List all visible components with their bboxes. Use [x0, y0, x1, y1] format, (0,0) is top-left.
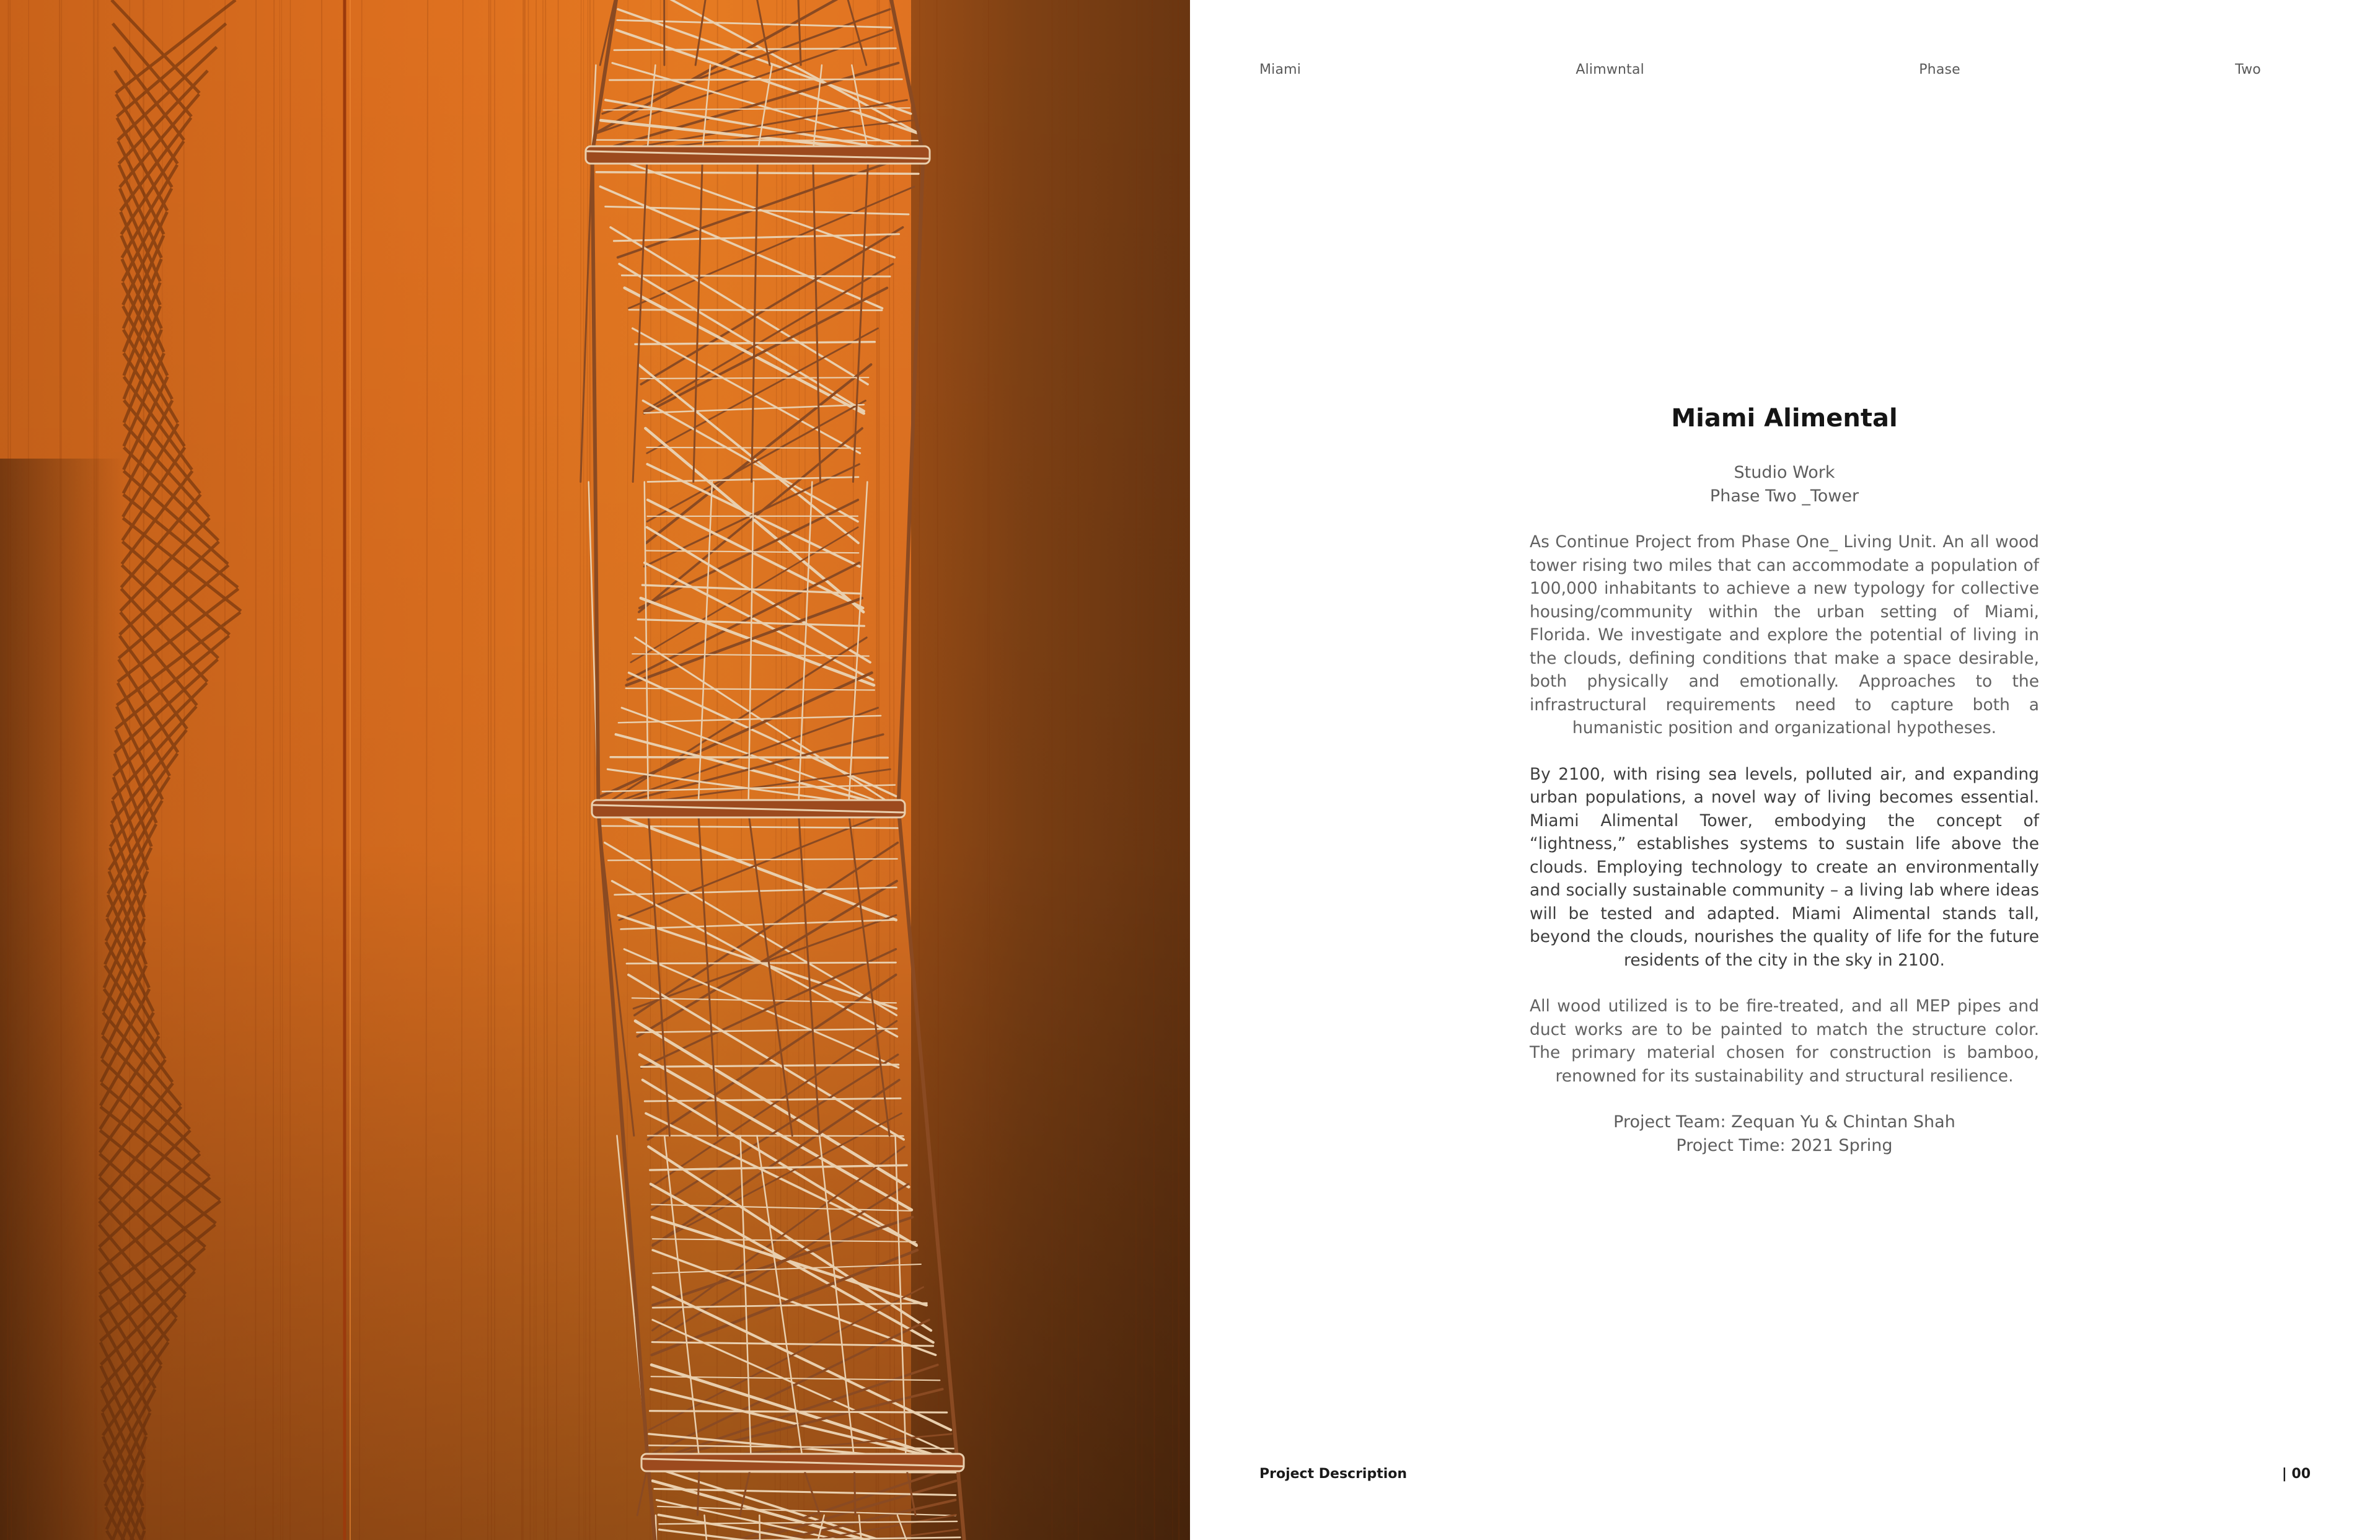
header-item: Phase [1919, 61, 1960, 77]
running-header [1259, 57, 2261, 82]
header-item: Two [2235, 61, 2261, 77]
subtitle [1530, 461, 2039, 508]
page-number: | 00 [2281, 1466, 2311, 1482]
page-title: Miami Alimental [1671, 404, 1898, 433]
credit-line: Project Team: Zequan Yu & Chintan Shah [1613, 1112, 1955, 1132]
header-item: Miami [1259, 61, 1302, 77]
project-description [1530, 397, 2039, 1158]
subtitle-line: Phase Two _Tower [1709, 486, 1859, 506]
header-item: Alimwntal [1576, 61, 1644, 77]
paragraph-intro: As Continue Project from Phase One_ Living Unit. An all wood tower rising two miles that can accommodate a population of 100,000 inhabitants to achieve a new typology for collective housing/community within the urban setting of Miami, Florida. We investigate and explore the potential of living in the clouds, defining conditions that make a space desirable, both physically and emotionally. Approaches to the infrastructural requirements need to capture both a humanistic position and organizational hypotheses. [1530, 532, 2039, 737]
paragraph-vision: By 2100, with rising sea levels, polluted air, and expanding urban populations, a novel way of living becomes essential. Miami Alimental Tower, embodying the concept of “lightness,” establishes systems to sustain life above the clouds. Employing technology to create an environmentally and socially sustainable community – a living lab where ideas will be tested and adapted. Miami Alimental stands tall, beyond the clouds, nourishes the quality of life for the future residents of the city in the sky in 2100. [1530, 764, 2039, 970]
description-page [1190, 0, 2380, 1540]
section-label: Project Description [1259, 1466, 1408, 1482]
subtitle-line: Studio Work [1734, 463, 1835, 482]
credits [1530, 1111, 2039, 1158]
credit-line: Project Time: 2021 Spring [1676, 1136, 1893, 1155]
paragraph-materials: All wood utilized is to be fire-treated, and all MEP pipes and duct works are to be painted to match the structure color. The primary material chosen for construction is bamboo, renowned for its sustainability and structural resilience. [1530, 997, 2039, 1086]
